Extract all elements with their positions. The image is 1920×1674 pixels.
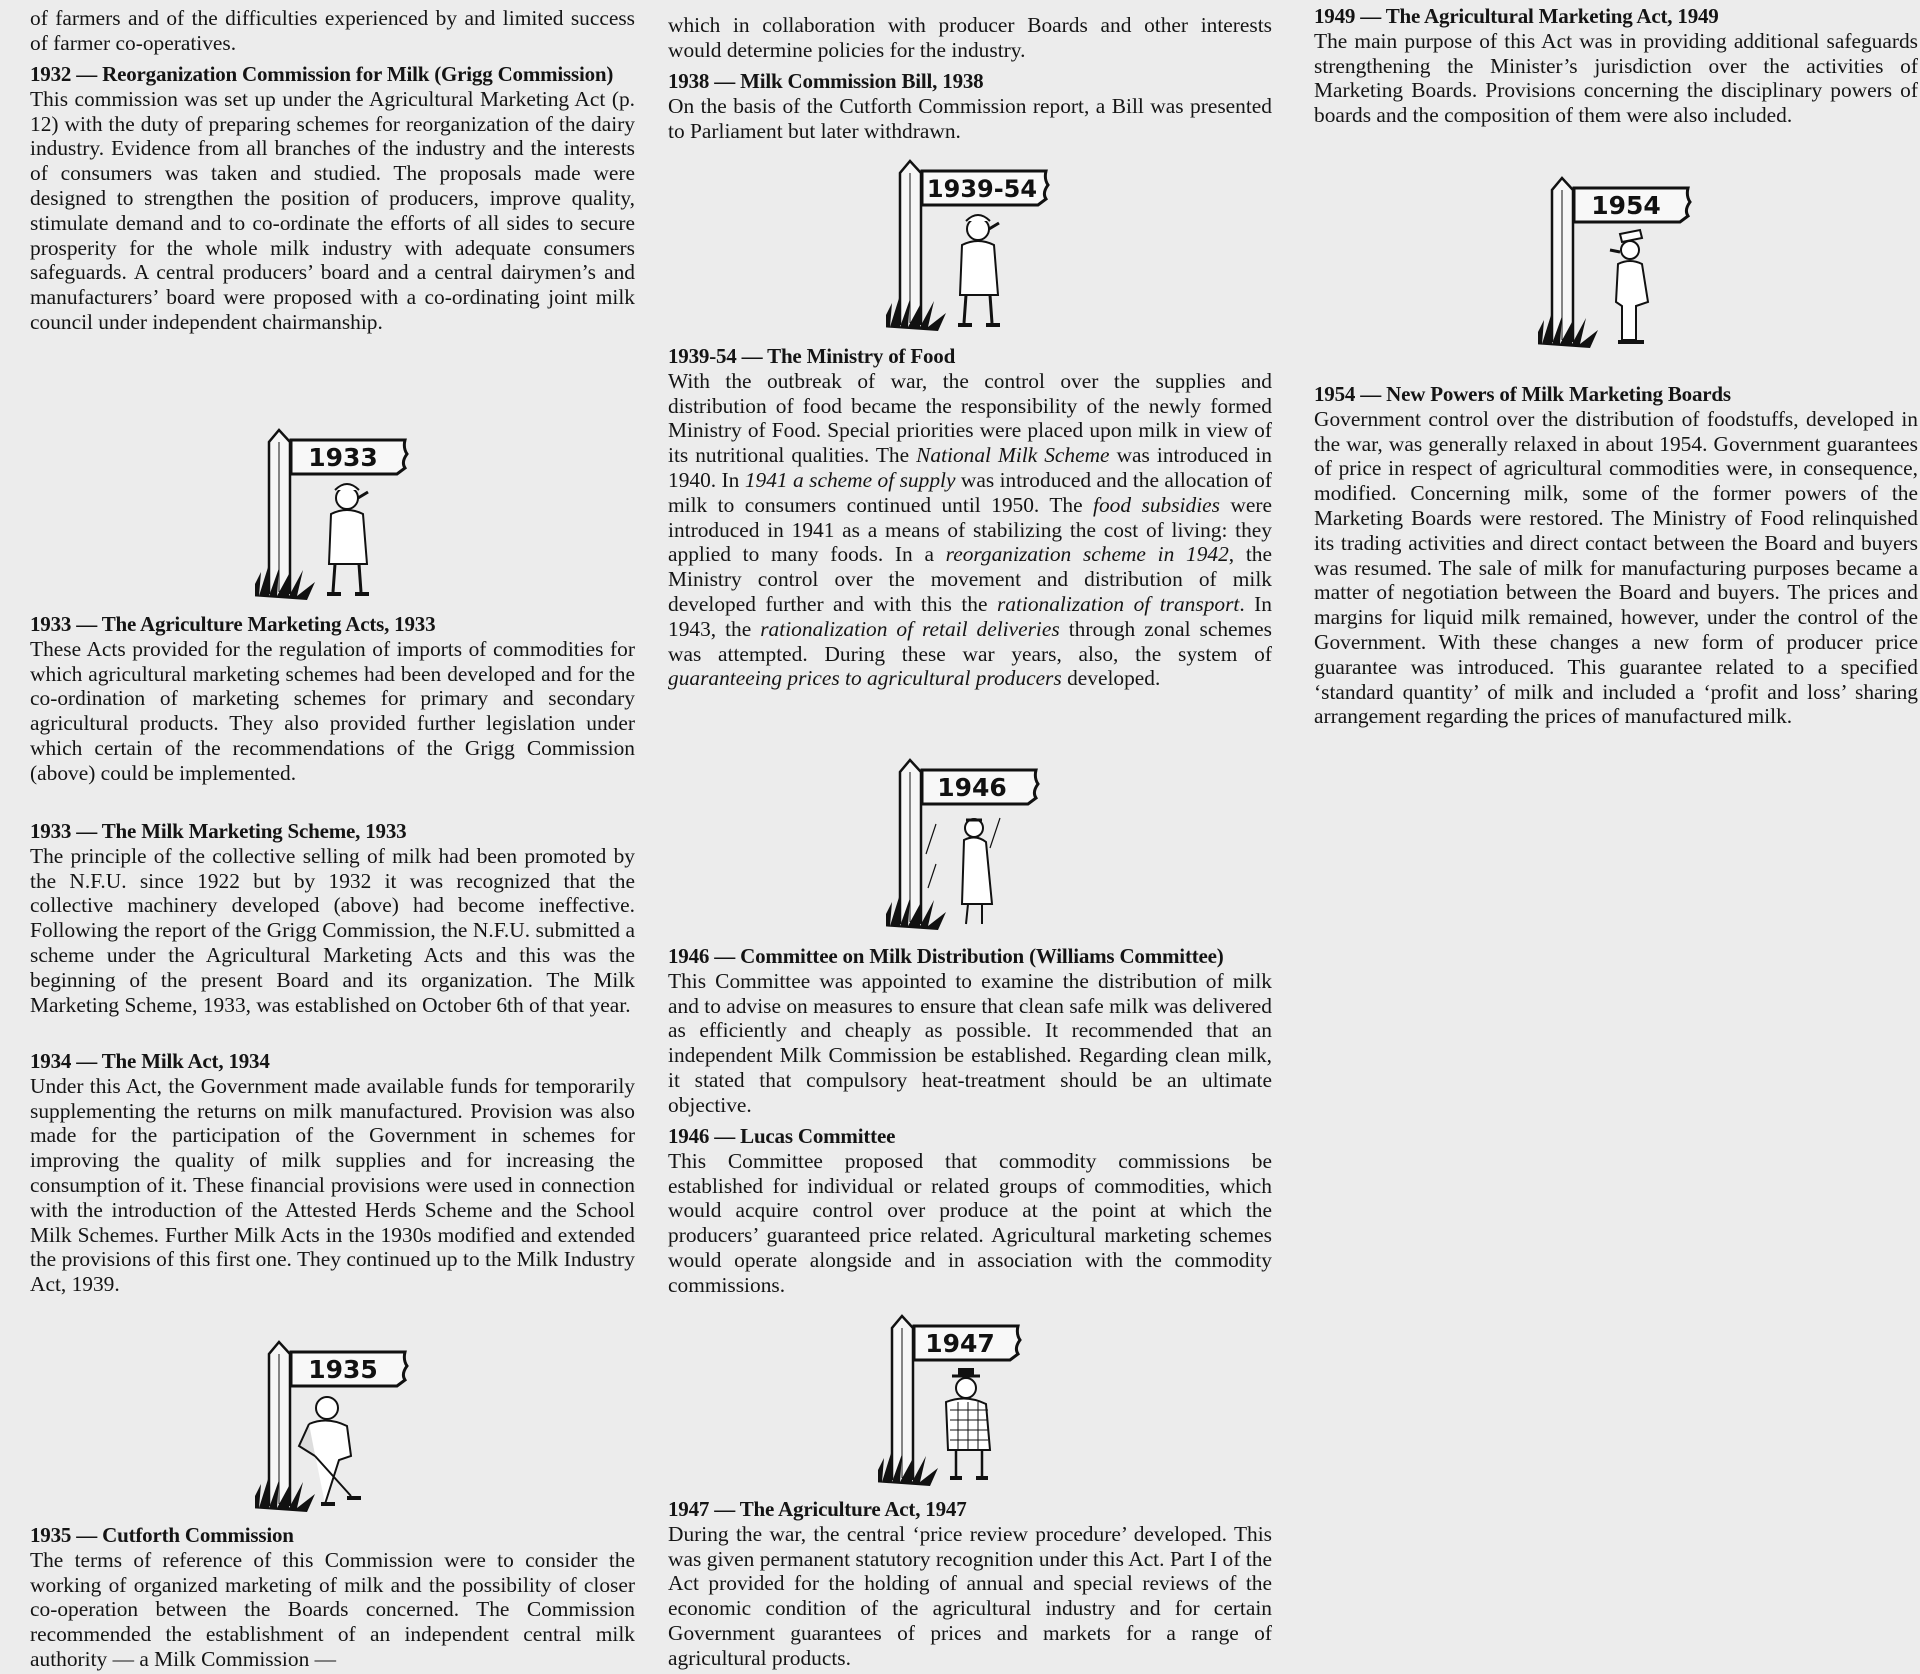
heading-dash: —: [76, 62, 98, 86]
entry-1946-lucas-committee: [668, 1124, 1272, 1298]
entry-year: 1933: [30, 819, 72, 843]
entry-year: 1954: [1314, 382, 1356, 406]
heading-dash: —: [76, 1049, 98, 1073]
heading-dash: —: [76, 1523, 98, 1547]
entry-1933-milk-marketing-scheme: [30, 819, 635, 1017]
continued-paragraph: [668, 13, 1272, 63]
entry-body: This commission was set up under the Agricultural Marketing Act (p. 12) with the duty of preparing schemes for reorganization of the dairy industry. Evidence from all branches of the industry and the interests of consumers was taken and studied. The proposals made were designed to strengthen the position of producers, improve quality, stimulate demand and to co-ordinate the efforts of all sides to secure prosperity for the whole milk industry with adequate consumers safeguards. A central producers’ board and a central dairymen’s and manufacturers’ board were proposed with a co-ordinating joint milk council under independent chairmanship.: [30, 86, 635, 334]
entry-body: With the outbreak of war, the control over the supplies and distribution of food became the responsibility of the newly formed Ministry of Food. Special priorities were placed upon milk in view of its nutritional qualities. The National Milk Scheme was introduced in 1940. In 1941 a scheme of supply was introduced and the allocation of milk to consumers continued until 1950. The food subsidies were introduced in 1941 as a means of stabilizing the cost of living: they applied to many foods. In a reorganization scheme in 1942, the Ministry control over the movement and distribution of milk developed further and with this the rationalization of transport. In 1943, the rationalization of retail deliveries through zonal schemes was attempted. During these war years, also, the system of guaranteeing prices to agricultural producers developed.: [668, 368, 1273, 691]
entry-title: Reorganization Commission for Milk (Grigg Commission): [102, 62, 614, 86]
entry-heading: [668, 69, 1272, 94]
entry-title: The Milk Marketing Scheme, 1933: [101, 819, 407, 843]
signpost-year-label: 1954: [1591, 191, 1661, 220]
signpost-farmer-icon: [886, 155, 1086, 335]
entry-heading: [668, 944, 1272, 969]
entry-heading: [30, 62, 635, 87]
entry-1935-cutforth-commission: [30, 1523, 635, 1672]
italic-phrase: rationalization of transport: [996, 591, 1240, 616]
italic-phrase: 1941 a scheme of supply: [744, 467, 956, 492]
entry-body: On the basis of the Cutforth Commission report, a Bill was presented to Parliament but later withdrawn.: [668, 93, 1272, 143]
entry-1934-milk-act: [30, 1049, 635, 1297]
continued-paragraph: [30, 6, 635, 56]
entry-year: 1946: [668, 944, 710, 968]
signpost-farmer-icon: [255, 1336, 445, 1516]
entry-title: The Milk Act, 1934: [101, 1049, 270, 1073]
signpost-year-label: 1946: [937, 773, 1007, 802]
italic-phrase: food subsidies: [1093, 492, 1220, 517]
entry-heading: [668, 344, 1272, 369]
entry-heading: [30, 1523, 635, 1548]
signpost-year-label: 1933: [308, 443, 378, 472]
signpost-year-label: 1935: [308, 1355, 378, 1384]
entry-heading: [668, 1124, 1272, 1149]
italic-phrase: reorganization scheme in 1942: [945, 542, 1229, 567]
entry-year: 1949: [1314, 4, 1356, 28]
paragraph-text: of farmers and of the difficulties experienced by and limited success of farmer co-operatives.: [30, 6, 635, 55]
heading-dash: —: [741, 344, 763, 368]
entry-heading: [1314, 382, 1918, 407]
signpost-year-label: 1947: [925, 1329, 995, 1358]
heading-dash: —: [76, 819, 98, 843]
entry-year: 1947: [668, 1497, 710, 1521]
entry-1938-milk-commission-bill: [668, 69, 1272, 143]
entry-year: 1938: [668, 69, 710, 93]
entry-title: Committee on Milk Distribution (Williams Committee): [740, 944, 1224, 968]
entry-heading: [30, 1049, 635, 1074]
heading-dash: —: [714, 69, 736, 93]
entry-title: The Ministry of Food: [767, 344, 956, 368]
entry-1954-new-powers-milk-marketing-boards: [1314, 382, 1918, 729]
entry-year: 1934: [30, 1049, 72, 1073]
entry-body: These Acts provided for the regulation of imports of commodities for which agricultural marketing schemes had been developed and for the co-ordination of marketing schemes for primary and secondary agricultural products. They also provided further legislation under which certain of the recommendations of the Grigg Commission (above) could be implemented.: [30, 636, 635, 785]
heading-dash: —: [714, 944, 736, 968]
entry-1939-54-ministry-of-food: [668, 344, 1272, 691]
signpost-farmer-icon: [255, 424, 445, 604]
entry-1949-agricultural-marketing-act: [1314, 4, 1918, 128]
italic-phrase: rationalization of retail deliveries: [760, 616, 1060, 641]
entry-body: This Committee proposed that commodity commissions be established for individual or related groups of commodities, which would acquire control over produce at the point at which the producers’ guaranteed price related. Agricultural marketing schemes would operate alongside and in association with the commodity commissions.: [668, 1148, 1272, 1297]
heading-dash: —: [714, 1497, 736, 1521]
entry-1932-grigg-commission: [30, 62, 635, 335]
signpost-illustration-1939-54: [886, 155, 1086, 335]
heading-dash: —: [1360, 382, 1382, 406]
signpost-year-label: 1939-54: [926, 175, 1038, 203]
entry-body: This Committee was appointed to examine the distribution of milk and to advise on measures to ensure that clean safe milk was delivered as efficiently and cheaply as possible. It recommended that an independent Milk Commission be established. Regarding clean milk, it stated that compulsory heat-treatment should be an ultimate objective.: [668, 968, 1272, 1117]
signpost-illustration-1935: [255, 1336, 445, 1516]
entry-title: Lucas Committee: [740, 1124, 896, 1148]
entry-title: Milk Commission Bill, 1938: [740, 69, 984, 93]
signpost-illustration-1933: [255, 424, 445, 604]
entry-body: The main purpose of this Act was in providing additional safeguards strengthening the Minister’s jurisdiction over the activities of Marketing Boards. Provisions concerning the disciplinary powers of boards and the composition of them were also included.: [1314, 28, 1918, 128]
italic-phrase: National Milk Scheme: [916, 443, 1110, 468]
entry-title: The Agricultural Marketing Act, 1949: [1385, 4, 1719, 28]
entry-title: The Agriculture Act, 1947: [739, 1497, 967, 1521]
entry-heading: [668, 1497, 1272, 1522]
heading-dash: —: [714, 1124, 736, 1148]
entry-body: The principle of the collective selling of milk had been promoted by the N.F.U. since 1922 but by 1932 it was recognized that the collective machinery developed (above) had become ineffective. Following the report of the Grigg Commission, the N.F.U. submitted a scheme under the Agricultural Marketing Acts and this was the beginning of the present Board and its organization. The Milk Marketing Scheme, 1933, was established on October 6th of that year.: [30, 843, 635, 1017]
entry-1947-agriculture-act: [668, 1497, 1272, 1671]
signpost-illustration-1954: [1538, 172, 1728, 352]
entry-year: 1932: [30, 62, 72, 86]
signpost-illustration-1946: [886, 754, 1076, 934]
entry-heading: [30, 819, 635, 844]
entry-1946-williams-committee: [668, 944, 1272, 1118]
signpost-man-in-rain-icon: [886, 754, 1076, 934]
entry-year: 1933: [30, 612, 72, 636]
entry-body: Government control over the distribution of foodstuffs, developed in the war, was generally relaxed in about 1954. Government guarantees of price in respect of agricultural commodities were, in consequence, modified. Concerning milk, some of the former powers of the Marketing Boards were restored. The Ministry of Food relinquished its trading activities and direct contact between the Board and buyers was resumed. The sale of milk for manufacturing purposes became a matter of negotiation between the Board and buyers. The prices and margins for liquid milk remained, however, under the control of the Government. With these changes a new form of producer price guarantee was introduced. This guarantee related to a specified ‘standard quantity’ of milk and included a ‘profit and loss’ sharing arrangement regarding the prices of manufactured milk.: [1314, 406, 1918, 729]
heading-dash: —: [1360, 4, 1382, 28]
signpost-man-in-check-jacket-icon: [878, 1310, 1068, 1490]
entry-heading: [1314, 4, 1918, 29]
signpost-illustration-1947: [878, 1310, 1068, 1490]
entry-heading: [30, 612, 635, 637]
entry-year: 1935: [30, 1523, 72, 1547]
italic-phrase: guaranteeing prices to agricultural producers: [668, 666, 1062, 691]
entry-year: 1939-54: [668, 344, 737, 368]
entry-body: The terms of reference of this Commission were to consider the working of organized marketing of milk and the possibility of closer co-operation between the Boards concerned. The Commission recommended the establishment of an independent central milk authority — a Milk Commission —: [30, 1547, 635, 1671]
signpost-man-with-pipe-icon: [1538, 172, 1728, 352]
entry-body: During the war, the central ‘price review procedure’ developed. This was given permanent statutory recognition under this Act. Part I of the Act provided for the holding of annual and special reviews of the economic condition of the agricultural industry and for certain Government guarantees of prices and markets for a range of agricultural products.: [668, 1521, 1272, 1670]
entry-title: New Powers of Milk Marketing Boards: [1386, 382, 1731, 406]
entry-title: The Agriculture Marketing Acts, 1933: [101, 612, 436, 636]
entry-title: Cutforth Commission: [102, 1523, 294, 1547]
entry-1933-agriculture-marketing-acts: [30, 612, 635, 786]
entry-body: Under this Act, the Government made available funds for temporarily supplementing the returns on milk manufactured. Provision was also made for the participation of the Government in schemes for improving the quality of milk supplies and for increasing the consumption of it. These financial provisions were used in connection with the introduction of the Attested Herds Scheme and the School Milk Schemes. Further Milk Acts in the 1930s modified and extended the provisions of this first one. They continued up to the Milk Industry Act, 1939.: [30, 1073, 635, 1297]
heading-dash: —: [76, 612, 98, 636]
entry-year: 1946: [668, 1124, 710, 1148]
paragraph-text: which in collaboration with producer Boards and other interests would determine policies for the industry.: [668, 13, 1272, 62]
